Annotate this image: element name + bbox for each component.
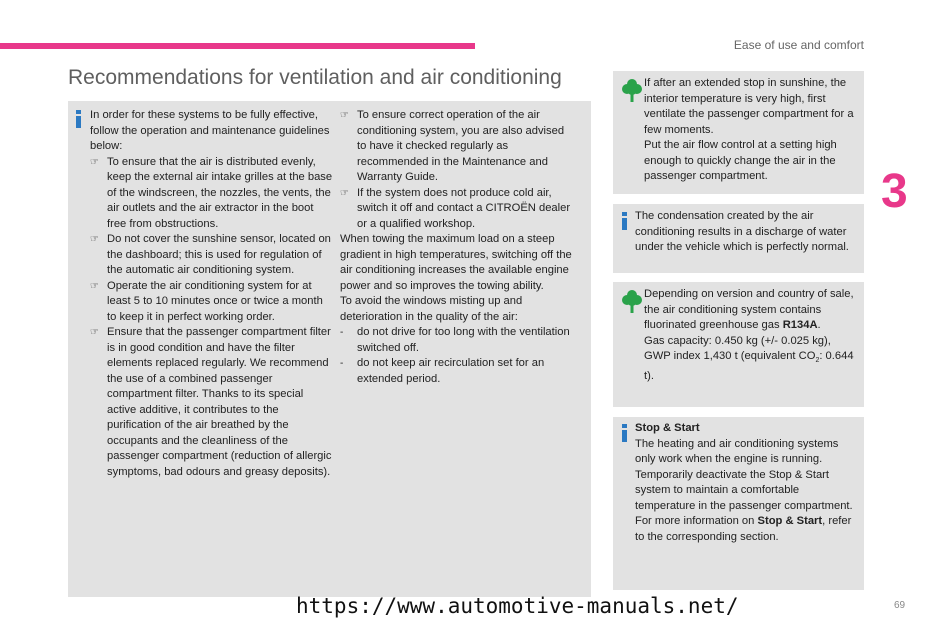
- eco-tip-box-sunshine: [613, 71, 864, 194]
- info-icon: [622, 424, 627, 438]
- info-icon: [76, 110, 81, 124]
- intro-text: In order for these systems to be fully effective, follow the operation and maintenance guidelines below:: [90, 109, 330, 152]
- pointing-hand-icon: ☞: [90, 327, 99, 338]
- info-icon: [622, 212, 627, 226]
- eco-tree-icon: [622, 289, 642, 313]
- list-item: ☞ Operate the air conditioning system for at least 5 to 10 minutes once or twice a month to keep it in perfect working order.: [90, 279, 323, 323]
- recommendations-column-1: [90, 108, 334, 480]
- main-recommendations-panel: [68, 101, 591, 597]
- info-box-condensation: [613, 204, 864, 273]
- more-info-text: For more information on Stop & Start, refer to the corresponding section.: [635, 515, 852, 543]
- gas-capacity: Gas capacity: 0.450 kg (+/- 0.025 kg),: [644, 334, 831, 347]
- pointing-hand-icon: ☞: [90, 280, 99, 292]
- dash-list: [340, 325, 572, 387]
- pointing-hand-icon: ☞: [90, 156, 99, 168]
- list-item: - do not keep air recirculation set for an extended period.: [340, 357, 545, 385]
- chapter-title: Ease of use and comfort: [733, 38, 864, 52]
- eco-tree-icon: [622, 78, 642, 102]
- list-item: ☞ If the system does not produce cold air, switch it off and contact a CITROËN dealer or a qualified workshop.: [340, 186, 571, 230]
- pointing-hand-icon: ☞: [90, 234, 99, 245]
- gwp-index: GWP index 1,430 t (equivalent $CO_2$: 0.644 t).: [644, 350, 854, 382]
- info-box-stop-start: [613, 417, 864, 590]
- recommendations-column-2: [340, 108, 572, 387]
- guideline-list: [340, 108, 572, 232]
- gas-name: R134A: [782, 319, 818, 331]
- chapter-number: 3: [881, 165, 908, 218]
- list-item: ☞ Ensure that the passenger compartment filter is in good condition and have the filter elements replaced regularly. We recommend the use of a combined passenger compartment filter. Thanks to its special active additive, it contributes to the purification of the air breathed by the occupants and the cleanliness of the passenger compartment (reduction of allergic symptoms, bad odours and greasy deposits).: [90, 326, 332, 478]
- pointing-hand-icon: ☞: [340, 187, 349, 199]
- misting-text: To avoid the windows misting up and deterioration in the quality of the air:: [340, 295, 523, 323]
- source-url: https://www.automotive-manuals.net/: [296, 594, 739, 618]
- dash-marker: -: [340, 358, 344, 369]
- sunshine-text: If after an extended stop in sunshine, the interior temperature is very high, first ventilate the passenger compartment for a few moments.: [644, 77, 854, 136]
- list-item: ☞ Do not cover the sunshine sensor, located on the dashboard; this is used for regulation of the automatic air conditioning system.: [90, 233, 331, 276]
- pointing-hand-icon: ☞: [340, 110, 349, 121]
- stop-start-text: The heating and air conditioning systems only work when the engine is running.: [635, 437, 839, 465]
- condensation-text: The condensation created by the air conditioning results in a discharge of water under the vehicle which is perfectly normal.: [635, 210, 849, 253]
- guideline-list: [90, 155, 334, 481]
- list-item: ☞ To ensure correct operation of the air conditioning system, you are also advised to have it checked regularly as recommended in the Maintenance and Warranty Guide.: [340, 109, 565, 183]
- eco-tip-box-greenhouse-gas: [613, 282, 864, 407]
- airflow-text: Put the air flow control at a setting high enough to quickly change the air in the passenger compartment.: [644, 139, 837, 182]
- header-accent-bar: [0, 43, 475, 49]
- dash-marker: -: [340, 327, 344, 338]
- stop-start-deactivate-text: Temporarily deactivate the Stop & Start system to maintain a comfortable temperature in the passenger compartment.: [635, 468, 853, 512]
- page-title: Recommendations for ventilation and air conditioning: [68, 66, 562, 89]
- page-number: 69: [894, 600, 906, 611]
- stop-start-heading: Stop & Start: [635, 422, 700, 434]
- list-item: ☞ To ensure that the air is distributed evenly, keep the external air intake grilles at the base of the windscreen, the nozzles, the vents, the air outlets and the air extractor in the boot free from obstructions.: [90, 155, 333, 230]
- greenhouse-gas-text: Depending on version and country of sale, the air conditioning system contains fluorinated greenhouse gas R134A.: [644, 288, 854, 331]
- towing-text: When towing the maximum load on a steep gradient in high temperatures, switching off the air conditioning increases the available engine power and so improves the towing ability.: [340, 233, 572, 292]
- list-item: - do not drive for too long with the ventilation switched off.: [340, 326, 570, 354]
